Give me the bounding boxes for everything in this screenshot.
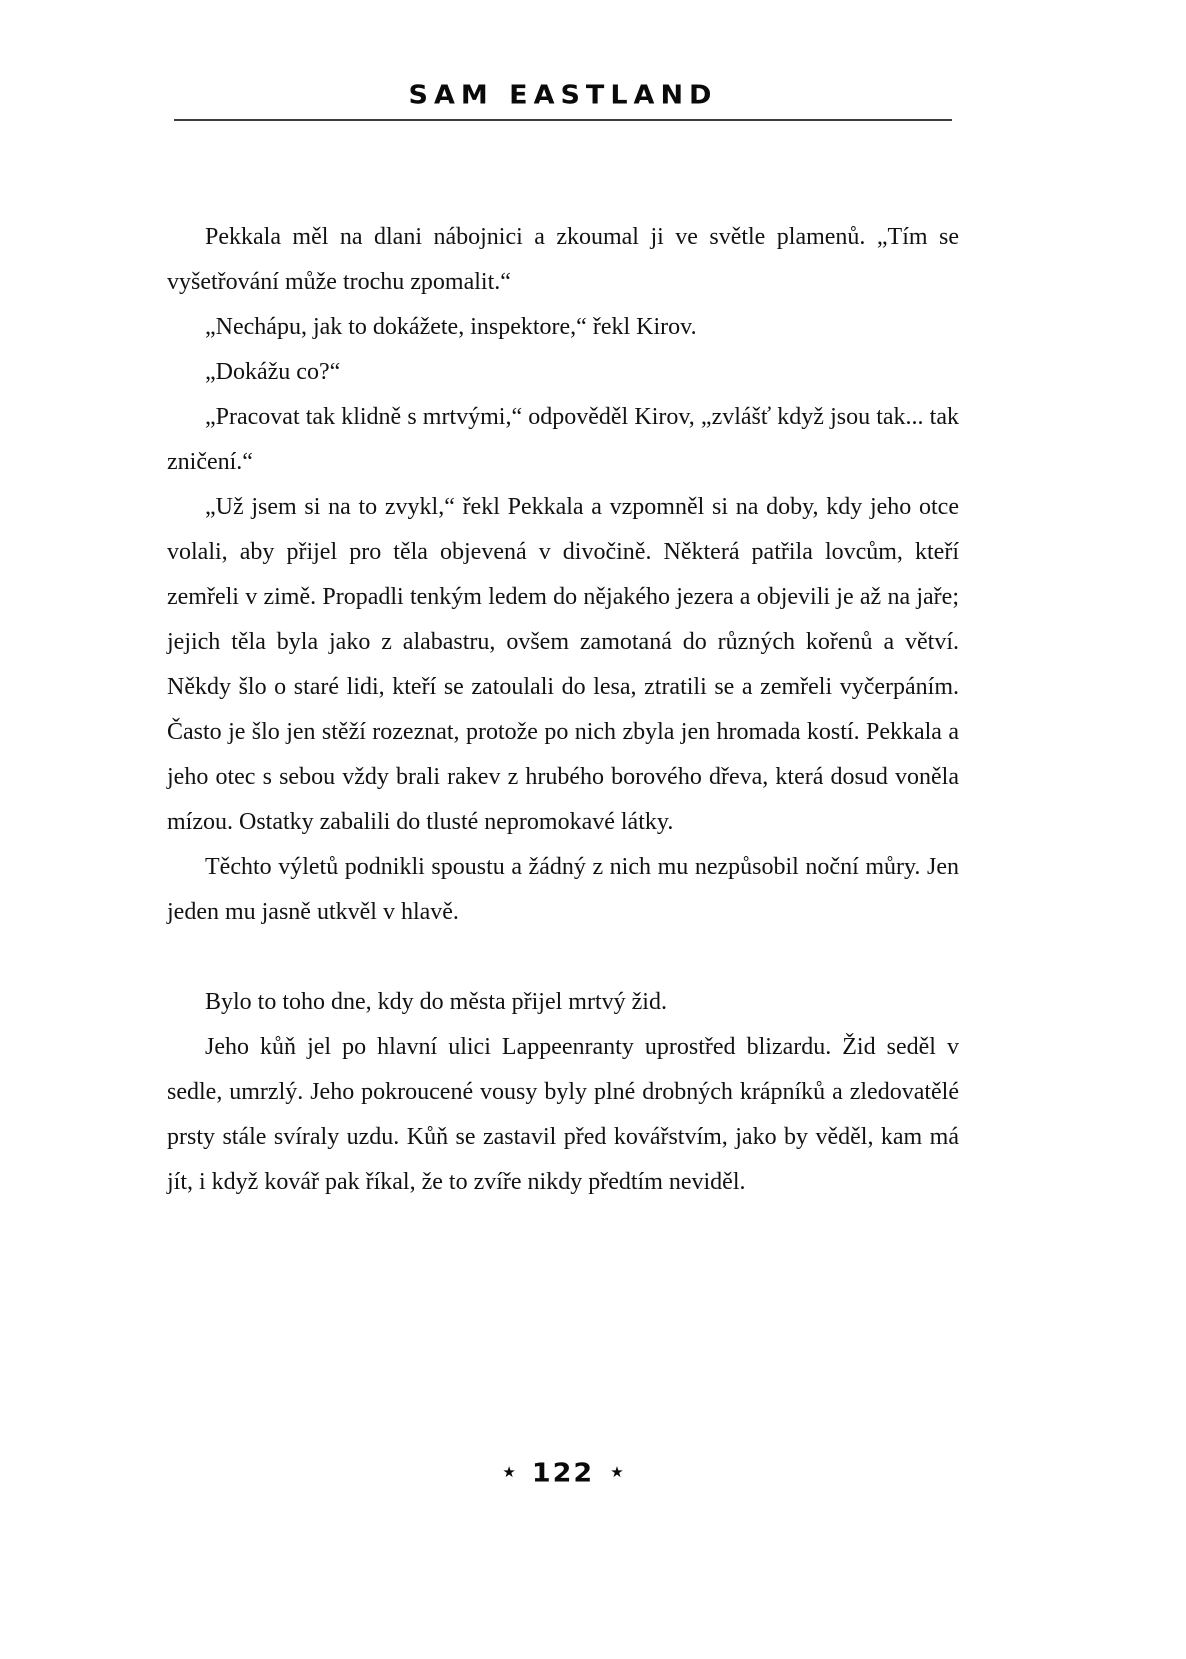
paragraph: Jeho kůň jel po hlavní ulici Lappeenranty uprostřed blizardu. Žid seděl v sedle, umrzlý. Jeho pokroucené vousy byly plné drobných krápníků a zledovatělé prsty stále svíraly uzdu. Kůň se zastavil před kovářstvím, jako by věděl, kam má jít, i když kovář pak říkal, že to zvíře nikdy předtím neviděl.	[167, 1034, 959, 1195]
paragraph: Těchto výletů podnikli spoustu a žádný z nich mu nezpůsobil noční můry. Jen jeden mu jasně utkvěl v hlavě.	[167, 854, 959, 925]
header-title: SAM EASTLAND	[408, 80, 718, 111]
paragraph: „Nechápu, jak to dokážete, inspektore,“ řekl Kirov.	[205, 314, 697, 340]
page-number: 122	[531, 1458, 595, 1489]
paragraph: „Dokážu co?“	[205, 359, 341, 385]
paragraph: „Pracovat tak klidně s mrtvými,“ odpověděl Kirov, „zvlášť když jsou tak... tak zničení.“	[167, 404, 959, 475]
header-rule	[174, 119, 952, 121]
body-text	[167, 215, 959, 1205]
paragraph: Pekkala měl na dlani nábojnici a zkoumal ji ve světle plamenů. „Tím se vyšetřování může trochu zpomalit.“	[167, 224, 959, 295]
star-icon: ★	[610, 1465, 624, 1481]
page-footer	[167, 1458, 959, 1489]
paragraph: „Už jsem si na to zvykl,“ řekl Pekkala a vzpomněl si na doby, kdy jeho otce volali, aby přijel pro těla objevená v divočině. Některá patřila lovcům, kteří zemřeli v zimě. Propadli tenkým ledem do nějakého jezera a objevili je až na jaře; jejich těla byla jako z alabastru, ovšem zamotaná do různých kořenů a větví. Někdy šlo o staré lidi, kteří se zatoulali do lesa, ztratili se a zemřeli vyčerpáním. Často je šlo jen stěží rozeznat, protože po nich zbyla jen hromada kostí. Pekkala a jeho otec s sebou vždy brali rakev z hrubého borového dřeva, která dosud voněla mízou. Ostatky zabalili do tlusté nepromokavé látky.	[167, 494, 959, 835]
star-icon: ★	[502, 1465, 516, 1481]
paragraph: Bylo to toho dne, kdy do města přijel mrtvý žid.	[205, 989, 667, 1015]
running-header	[167, 0, 959, 111]
